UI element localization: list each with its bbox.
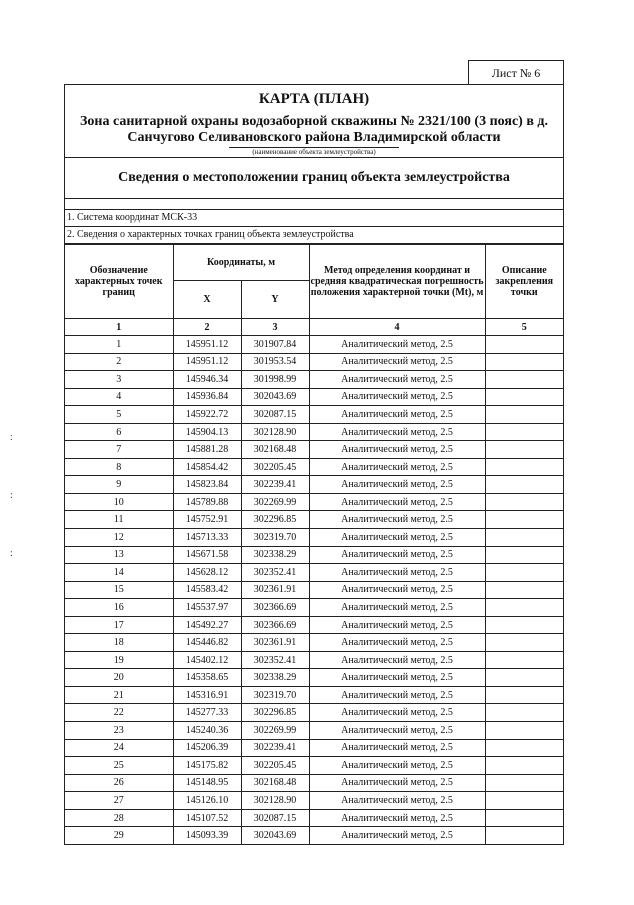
coord-x: 145175.82 [173,757,241,775]
points-heading: 2. Сведения о характерных точках границ объекта землеустройства [65,227,563,244]
coordinate-system: 1. Система координат МСК-33 [65,210,563,227]
coord-y: 302205.45 [241,458,309,476]
table-row [65,827,563,844]
point-number: 19 [65,651,173,669]
coord-y: 302043.69 [241,827,309,844]
fixation-description [485,406,563,424]
coord-y: 302168.48 [241,441,309,459]
coord-y: 302296.85 [241,704,309,722]
method: Аналитический метод, 2.5 [309,722,485,740]
coord-y: 302043.69 [241,388,309,406]
point-number: 8 [65,458,173,476]
fixation-description [485,546,563,564]
method: Аналитический метод, 2.5 [309,581,485,599]
fixation-description [485,757,563,775]
coord-y: 302366.69 [241,616,309,634]
fixation-description [485,634,563,652]
method: Аналитический метод, 2.5 [309,792,485,810]
page-title: КАРТА (ПЛАН) [258,91,370,107]
header-y: Y [241,281,309,319]
table-row [65,757,563,775]
fixation-description [485,336,563,354]
fixation-description [485,722,563,740]
point-number: 17 [65,616,173,634]
method: Аналитический метод, 2.5 [309,423,485,441]
coord-x: 145904.13 [173,423,241,441]
table-row [65,599,563,617]
coord-x: 145922.72 [173,406,241,424]
table-row [65,493,563,511]
title-block [65,85,563,158]
method: Аналитический метод, 2.5 [309,757,485,775]
method: Аналитический метод, 2.5 [309,406,485,424]
method: Аналитический метод, 2.5 [309,827,485,844]
method: Аналитический метод, 2.5 [309,686,485,704]
coord-x: 145316.91 [173,686,241,704]
coord-y: 302128.90 [241,792,309,810]
coord-x: 145854.42 [173,458,241,476]
point-number: 22 [65,704,173,722]
points-table [65,244,563,844]
method: Аналитический метод, 2.5 [309,458,485,476]
coord-x: 145107.52 [173,809,241,827]
margin-mark: : [10,548,13,559]
point-number: 23 [65,722,173,740]
coord-x: 145752.91 [173,511,241,529]
coord-y: 302366.69 [241,599,309,617]
point-number: 18 [65,634,173,652]
point-number: 1 [65,336,173,354]
fixation-description [485,493,563,511]
method: Аналитический метод, 2.5 [309,616,485,634]
coord-x: 145537.97 [173,599,241,617]
header-method: Метод определения координат и средняя квадратическая погрешность положения характерной точки (Mt), м [309,245,485,319]
point-number: 6 [65,423,173,441]
table-row [65,792,563,810]
fixation-description [485,792,563,810]
header-description: Описание закрепления точки [485,245,563,319]
coord-y: 302239.41 [241,739,309,757]
coord-x: 145358.65 [173,669,241,687]
fixation-description [485,458,563,476]
fixation-description [485,371,563,389]
point-number: 15 [65,581,173,599]
coord-y: 301953.54 [241,353,309,371]
coord-x: 145583.42 [173,581,241,599]
point-number: 25 [65,757,173,775]
coord-x: 145126.10 [173,792,241,810]
point-number: 27 [65,792,173,810]
method: Аналитический метод, 2.5 [309,809,485,827]
table-row [65,441,563,459]
coord-y: 302269.99 [241,493,309,511]
fixation-description [485,739,563,757]
method: Аналитический метод, 2.5 [309,546,485,564]
method: Аналитический метод, 2.5 [309,493,485,511]
coord-y: 302319.70 [241,529,309,547]
fixation-description [485,423,563,441]
point-number: 5 [65,406,173,424]
point-number: 29 [65,827,173,844]
fixation-description [485,476,563,494]
method: Аналитический метод, 2.5 [309,529,485,547]
table-row [65,651,563,669]
margin-mark: : [10,490,13,501]
header-x: X [173,281,241,319]
coord-y: 302128.90 [241,423,309,441]
fixation-description [485,353,563,371]
point-number: 9 [65,476,173,494]
fixation-description [485,669,563,687]
fixation-description [485,388,563,406]
coord-x: 145789.88 [173,493,241,511]
table-row [65,809,563,827]
table-row [65,686,563,704]
point-number: 13 [65,546,173,564]
coord-x: 145148.95 [173,774,241,792]
table-row [65,336,563,354]
table-row [65,458,563,476]
table-row [65,774,563,792]
fixation-description [485,827,563,844]
coord-y: 302087.15 [241,406,309,424]
coord-y: 301907.84 [241,336,309,354]
point-number: 11 [65,511,173,529]
method: Аналитический метод, 2.5 [309,599,485,617]
table-row [65,581,563,599]
fixation-description [485,581,563,599]
header-num-5: 5 [485,319,563,336]
point-number: 7 [65,441,173,459]
coord-x: 145713.33 [173,529,241,547]
method: Аналитический метод, 2.5 [309,774,485,792]
method: Аналитический метод, 2.5 [309,564,485,582]
table-row [65,634,563,652]
method: Аналитический метод, 2.5 [309,371,485,389]
header-coords: Координаты, м [173,245,309,281]
method: Аналитический метод, 2.5 [309,651,485,669]
fixation-description [485,529,563,547]
fixation-description [485,599,563,617]
coord-x: 145277.33 [173,704,241,722]
fixation-description [485,704,563,722]
table-row [65,388,563,406]
coord-y: 301998.99 [241,371,309,389]
method: Аналитический метод, 2.5 [309,353,485,371]
coord-y: 302168.48 [241,774,309,792]
point-number: 14 [65,564,173,582]
coord-x: 145628.12 [173,564,241,582]
fixation-description [485,809,563,827]
fixation-description [485,651,563,669]
header-num-2: 2 [173,319,241,336]
coord-y: 302361.91 [241,634,309,652]
coord-x: 145823.84 [173,476,241,494]
point-number: 20 [65,669,173,687]
coord-x: 145671.58 [173,546,241,564]
point-number: 4 [65,388,173,406]
coord-y: 302239.41 [241,476,309,494]
margin-mark: : [10,432,13,443]
method: Аналитический метод, 2.5 [309,336,485,354]
point-number: 16 [65,599,173,617]
fixation-description [485,441,563,459]
table-row [65,423,563,441]
coord-y: 302361.91 [241,581,309,599]
table-row [65,371,563,389]
fixation-description [485,686,563,704]
point-number: 2 [65,353,173,371]
method: Аналитический метод, 2.5 [309,634,485,652]
table-row [65,546,563,564]
point-number: 26 [65,774,173,792]
coord-x: 145946.34 [173,371,241,389]
coord-y: 302352.41 [241,564,309,582]
fixation-description [485,511,563,529]
point-number: 28 [65,809,173,827]
object-name-caption: (наименование объекта землеустройства) [229,147,399,157]
method: Аналитический метод, 2.5 [309,511,485,529]
table-row [65,529,563,547]
header-designation: Обозначение характерных точек границ [65,245,173,319]
method: Аналитический метод, 2.5 [309,388,485,406]
table-row [65,616,563,634]
coord-x: 145240.36 [173,722,241,740]
table-row [65,722,563,740]
table-row [65,511,563,529]
table-row [65,704,563,722]
point-number: 24 [65,739,173,757]
method: Аналитический метод, 2.5 [309,669,485,687]
point-number: 12 [65,529,173,547]
spacer [65,199,563,210]
table-row [65,669,563,687]
table-row [65,739,563,757]
table-row [65,406,563,424]
coord-y: 302319.70 [241,686,309,704]
coord-x: 145951.12 [173,336,241,354]
fixation-description [485,564,563,582]
point-number: 10 [65,493,173,511]
point-number: 21 [65,686,173,704]
coord-y: 302352.41 [241,651,309,669]
coord-x: 145446.82 [173,634,241,652]
coord-x: 145936.84 [173,388,241,406]
table-row [65,564,563,582]
coord-x: 145206.39 [173,739,241,757]
method: Аналитический метод, 2.5 [309,476,485,494]
header-num-4: 4 [309,319,485,336]
fixation-description [485,616,563,634]
method: Аналитический метод, 2.5 [309,739,485,757]
coord-x: 145093.39 [173,827,241,844]
point-number: 3 [65,371,173,389]
coord-y: 302205.45 [241,757,309,775]
fixation-description [485,774,563,792]
coord-y: 302269.99 [241,722,309,740]
method: Аналитический метод, 2.5 [309,704,485,722]
method: Аналитический метод, 2.5 [309,441,485,459]
sheet-number: Лист № 6 [468,60,564,85]
coord-x: 145402.12 [173,651,241,669]
coord-y: 302338.29 [241,669,309,687]
coord-y: 302296.85 [241,511,309,529]
table-row [65,353,563,371]
object-name: Зона санитарной охраны водозаборной скважины № 2321/100 (3 пояс) в д. Санчугово Селивановского района Владимирской области [80,114,548,145]
coord-x: 145881.28 [173,441,241,459]
table-row [65,476,563,494]
coord-x: 145492.27 [173,616,241,634]
header-num-3: 3 [241,319,309,336]
header-num-1: 1 [65,319,173,336]
coord-y: 302338.29 [241,546,309,564]
section-title: Сведения о местоположении границ объекта землеустройства [65,158,563,199]
coord-y: 302087.15 [241,809,309,827]
document-frame [64,84,564,845]
coord-x: 145951.12 [173,353,241,371]
